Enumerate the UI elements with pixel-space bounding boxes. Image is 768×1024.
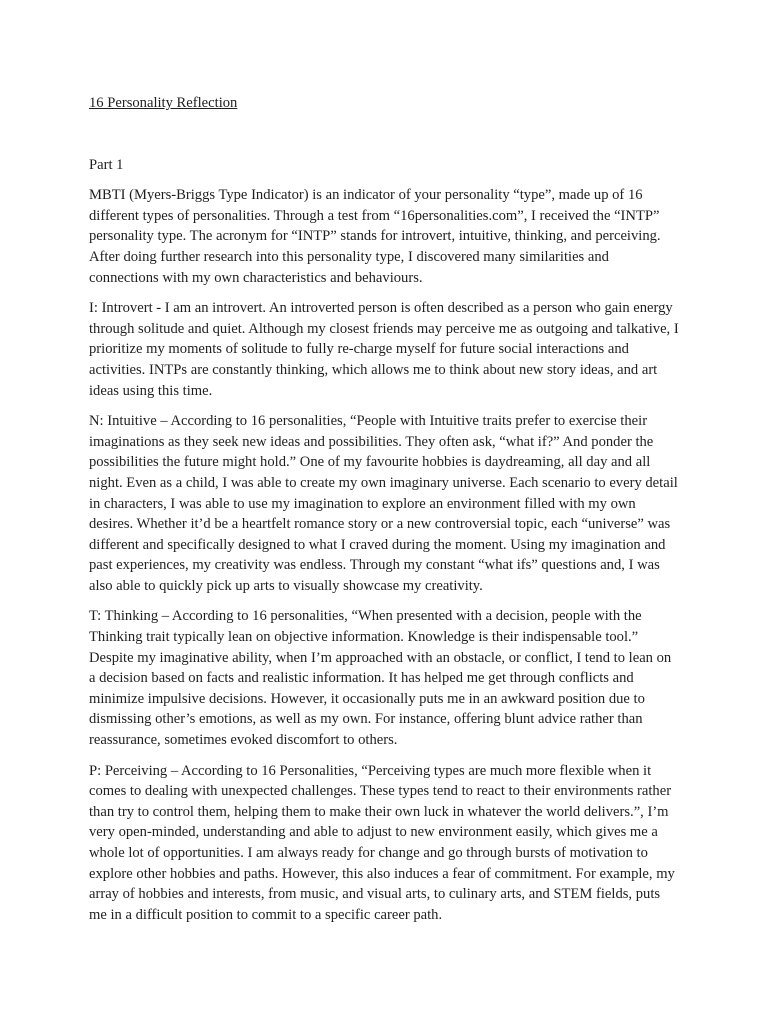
paragraph-intuitive: N: Intuitive – According to 16 personalities, “People with Intuitive traits prefer to exercise their imaginations as they seek new ideas and possibilities. They often ask, “what if?” And ponder the possibilities the future might hold.” One of my favourite hobbies is daydreaming, all day and all night. Even as a child, I was able to create my own imaginary universe. Each scenario to every detail in characters, I was able to use my imagination to explore an environment filled with my own desires. Whether it’d be a heartfelt romance story or a new controversial topic, each “universe” was different and specifically designed to what I craved during the moment. Using my imagination and past experiences, my creativity was endless. Through my constant “what ifs” questions and, I was also able to quickly pick up arts to visually showcase my creativity. [89, 413, 678, 594]
paragraph-perceiving: P: Perceiving – According to 16 Personalities, “Perceiving types are much more flexible when it comes to dealing with unexpected challenges. These types tend to react to their environments rather than try to control them, helping them to make their own luck in whatever the world delivers.”, I’m very open-minded, understanding and able to adjust to new environment easily, which gives me a whole lot of opportunities. I am always ready for change and go through bursts of motivation to explore other hobbies and paths. However, this also induces a fear of commitment. For example, my array of hobbies and interests, from music, and visual arts, to culinary arts, and STEM fields, puts me in a difficult position to commit to a specific career path. [89, 762, 675, 923]
section-heading: Part 1 [89, 156, 124, 173]
paragraph-intro: MBTI (Myers-Briggs Type Indicator) is an indicator of your personality “type”, made up of 16 different types of personalities. Through a test from “16personalities.com”, I received the “INTP” personality type. The acronym for “INTP” stands for introvert, intuitive, thinking, and perceiving. After doing further research into this personality type, I discovered many similarities and connections with my own characteristics and behaviours. [89, 187, 661, 286]
document-body [89, 93, 681, 925]
document-title: 16 Personality Reflection [89, 95, 238, 111]
paragraph-thinking: T: Thinking – According to 16 personalities, “When presented with a decision, people with the Thinking trait typically lean on objective information. Knowledge is their indispensable tool.” Despite my imaginative ability, when I’m approached with an obstacle, or conflict, I tend to lean on a decision based on facts and realistic information. It has helped me get through conflicts and minimize impulsive decisions. However, it occasionally puts me in an awkward position due to dismissing other’s emotions, as well as my own. For instance, offering blunt advice rather than reassurance, sometimes evoked discomfort to others. [89, 608, 672, 749]
paragraph-introvert: I: Introvert - I am an introvert. An introverted person is often described as a person who gain energy through solitude and quiet. Although my closest friends may perceive me as outgoing and talkative, I prioritize my moments of solitude to fully re-charge myself for future social interactions and activities. INTPs are constantly thinking, which allows me to think about new story ideas, and art ideas using this time. [89, 300, 679, 399]
